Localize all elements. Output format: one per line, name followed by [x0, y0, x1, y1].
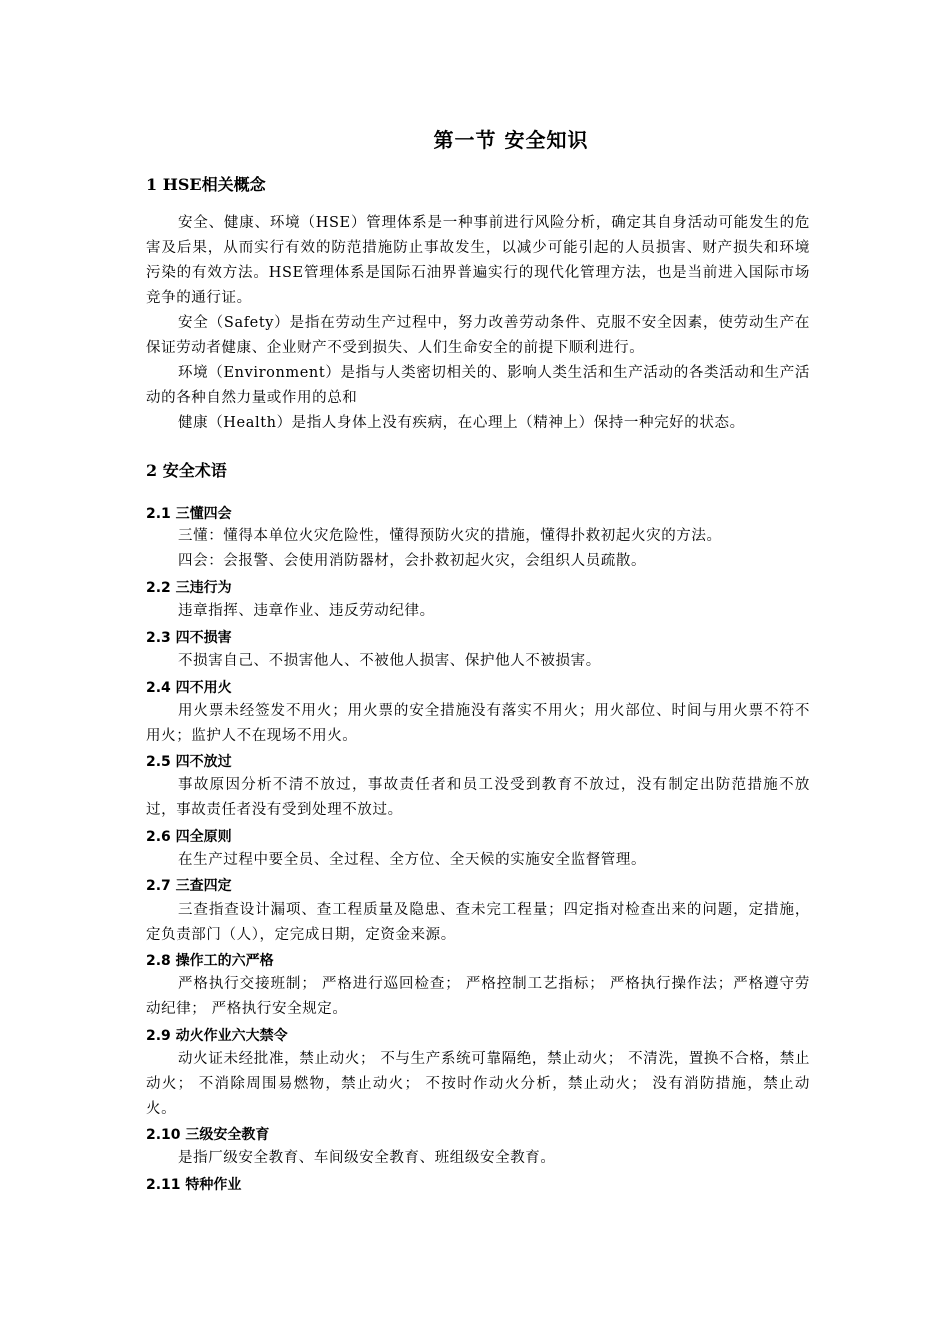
section-1-heading: 1 HSE相关概念 [146, 175, 266, 194]
subsection-paragraph: 四会：会报警、会使用消防器材，会扑救初起火灾，会组织人员疏散。 [178, 553, 647, 569]
subsection-paragraph: 在生产过程中要全员、全过程、全方位、全天候的实施安全监督管理。 [178, 852, 647, 868]
subsection-heading: 2.11 特种作业 [146, 1177, 242, 1193]
subsection-paragraph: 严格执行交接班制； 严格进行巡回检查； 严格控制工艺指标； 严格执行操作法；严格遵守劳动纪律； 严格执行安全规定。 [146, 976, 810, 1017]
subsection-heading: 2.7 三查四定 [146, 878, 232, 894]
subsection-heading: 2.4 四不用火 [146, 680, 232, 696]
section-1-paragraph-1: 安全、健康、环境（HSE）管理体系是一种事前进行风险分析，确定其自身活动可能发生的危害及后果，从而实行有效的防范措施防止事故发生，以减少可能引起的人员损害、财产损失和环境污染的有效方法。HSE管理体系是国际石油界普遍实行的现代化管理方法，也是当前进入国际市场竞争的通行证。 [146, 215, 810, 306]
subsection-paragraph: 三懂：懂得本单位火灾危险性，懂得预防火灾的措施，懂得扑救初起火灾的方法。 [178, 528, 722, 544]
subsection-heading: 2.3 四不损害 [146, 630, 232, 646]
subsection-heading: 2.8 操作工的六严格 [146, 953, 274, 969]
subsection-paragraph: 违章指挥、违章作业、违反劳动纪律。 [178, 603, 435, 619]
subsection-paragraph: 动火证未经批准，禁止动火； 不与生产系统可靠隔绝，禁止动火； 不清洗，置换不合格，禁止动火； 不消除周围易燃物，禁止动火； 不按时作动火分析，禁止动火； 没有消防措施，禁止动火。 [146, 1051, 810, 1117]
section-1-paragraph-3: 环境（Environment）是指与人类密切相关的、影响人类生活和生产活动的各类活动和生产活动的各种自然力量或作用的总和 [146, 365, 810, 406]
subsection-paragraph: 不损害自己、不损害他人、不被他人损害、保护他人不被损害。 [178, 653, 601, 669]
section-1-paragraph-4: 健康（Health）是指人身体上没有疾病，在心理上（精神上）保持一种完好的状态。 [178, 415, 745, 431]
subsection-heading: 2.9 动火作业六大禁令 [146, 1028, 288, 1044]
section-2-heading: 2 安全术语 [146, 461, 227, 480]
subsection-paragraph: 是指厂级安全教育、车间级安全教育、班组级安全教育。 [178, 1150, 556, 1166]
subsection-paragraph: 事故原因分析不清不放过，事故责任者和员工没受到教育不放过，没有制定出防范措施不放过，事故责任者没有受到处理不放过。 [146, 777, 810, 818]
subsection-heading: 2.2 三违行为 [146, 580, 232, 596]
subsection-heading: 2.10 三级安全教育 [146, 1127, 270, 1143]
subsection-heading: 2.5 四不放过 [146, 754, 232, 770]
subsection-heading: 2.6 四全原则 [146, 829, 232, 845]
subsection-paragraph: 用火票未经签发不用火；用火票的安全措施没有落实不用火；用火部位、时间与用火票不符不用火；监护人不在现场不用火。 [146, 703, 810, 744]
subsection-paragraph: 三查指查设计漏项、查工程质量及隐患、查未完工程量；四定指对检查出来的问题，定措施，定负责部门（人），定完成日期，定资金来源。 [146, 902, 810, 943]
page-title: 第一节 安全知识 [433, 128, 589, 152]
subsection-heading: 2.1 三懂四会 [146, 506, 232, 522]
section-1-paragraph-2: 安全（Safety）是指在劳动生产过程中，努力改善劳动条件、克服不安全因素，使劳动生产在保证劳动者健康、企业财产不受到损失、人们生命安全的前提下顺利进行。 [146, 315, 810, 356]
